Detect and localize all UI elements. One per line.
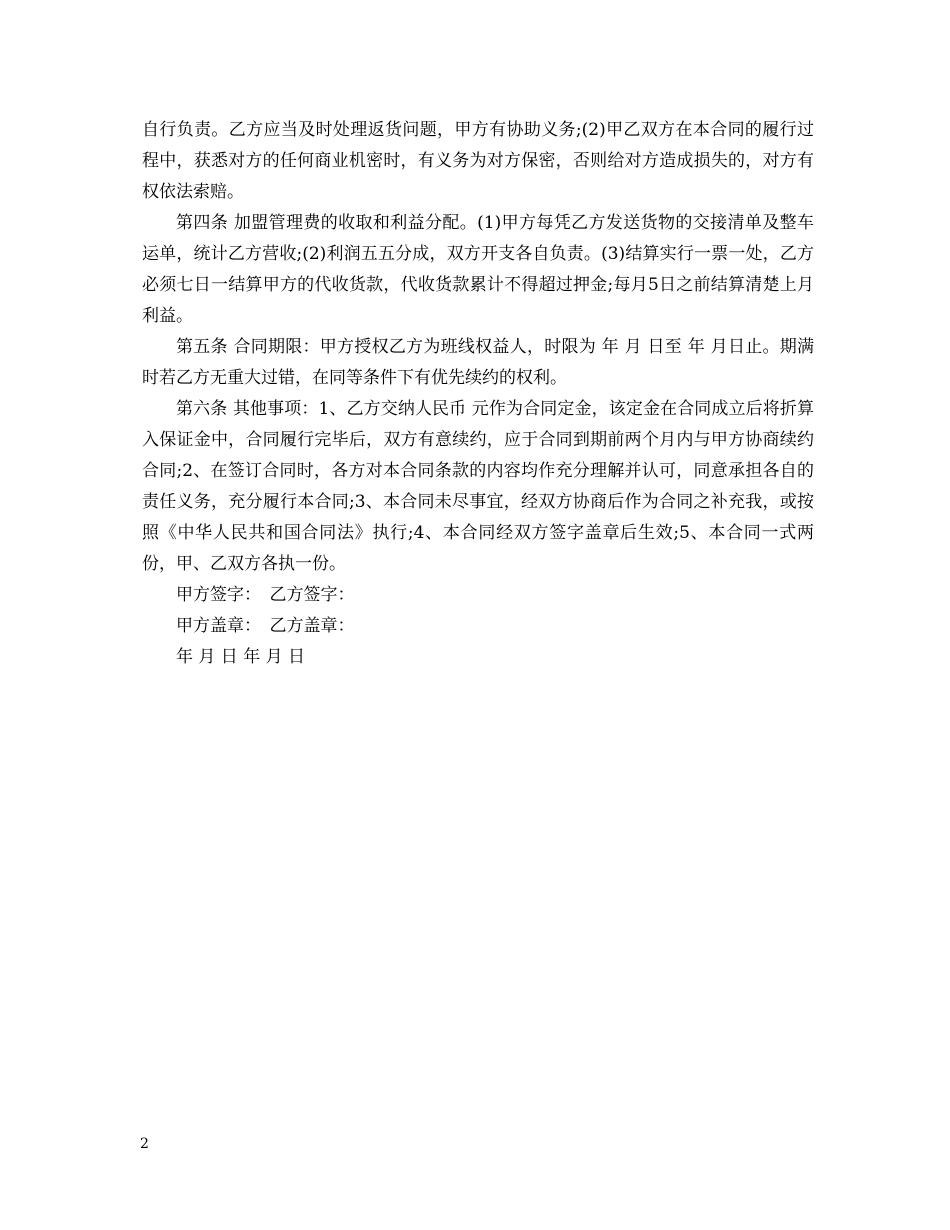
page-number: 2 — [140, 1136, 149, 1152]
date-line: 年 月 日 年 月 日 — [176, 647, 306, 667]
paragraph-article-4: 第四条 加盟管理费的收取和利益分配。(1)甲方每凭乙方发送货物的交接清单及整车运单，统计乙方营收;(2)利润五五分成，双方开支各自负责。(3)结算实行一票一处，乙方必须七日一结算甲方的代收货款，代收货款累计不得超过押金;每月5日之前结算清楚上月利益。 — [142, 213, 814, 326]
seal-line: 甲方盖章： 乙方盖章： — [176, 616, 355, 636]
paragraph-article-6: 第六条 其他事项：1、乙方交纳人民币 元作为合同定金，该定金在合同成立后将折算入保证金中，合同履行完毕后，双方有意续约，应于合同到期前两个月内与甲方协商续约合同;2、在签订合同时，各方对本合同条款的内容均作充分理解并认可，同意承担各自的责任义务，充分履行本合同;3、本合同未尽事宜，经双方协商后作为合同之补充我，或按照《中华人民共和国合同法》执行;4、本合同经双方签字盖章后生效;5、本合同一式两份，甲、乙双方各执一份。 — [142, 399, 814, 574]
paragraph-continuation: 自行负责。乙方应当及时处理返货问题，甲方有协助义务;(2)甲乙双方在本合同的履行过程中，获悉对方的任何商业机密时，有义务为对方保密，否则给对方造成损失的，对方有权依法索赔。 — [142, 120, 814, 202]
paragraph-article-5: 第五条 合同期限：甲方授权乙方为班线权益人，时限为 年 月 日至 年 月日止。期满时若乙方无重大过错，在同等条件下有优先续约的权利。 — [142, 337, 814, 388]
signature-line: 甲方签字： 乙方签字： — [176, 585, 355, 605]
document-body — [142, 115, 814, 673]
